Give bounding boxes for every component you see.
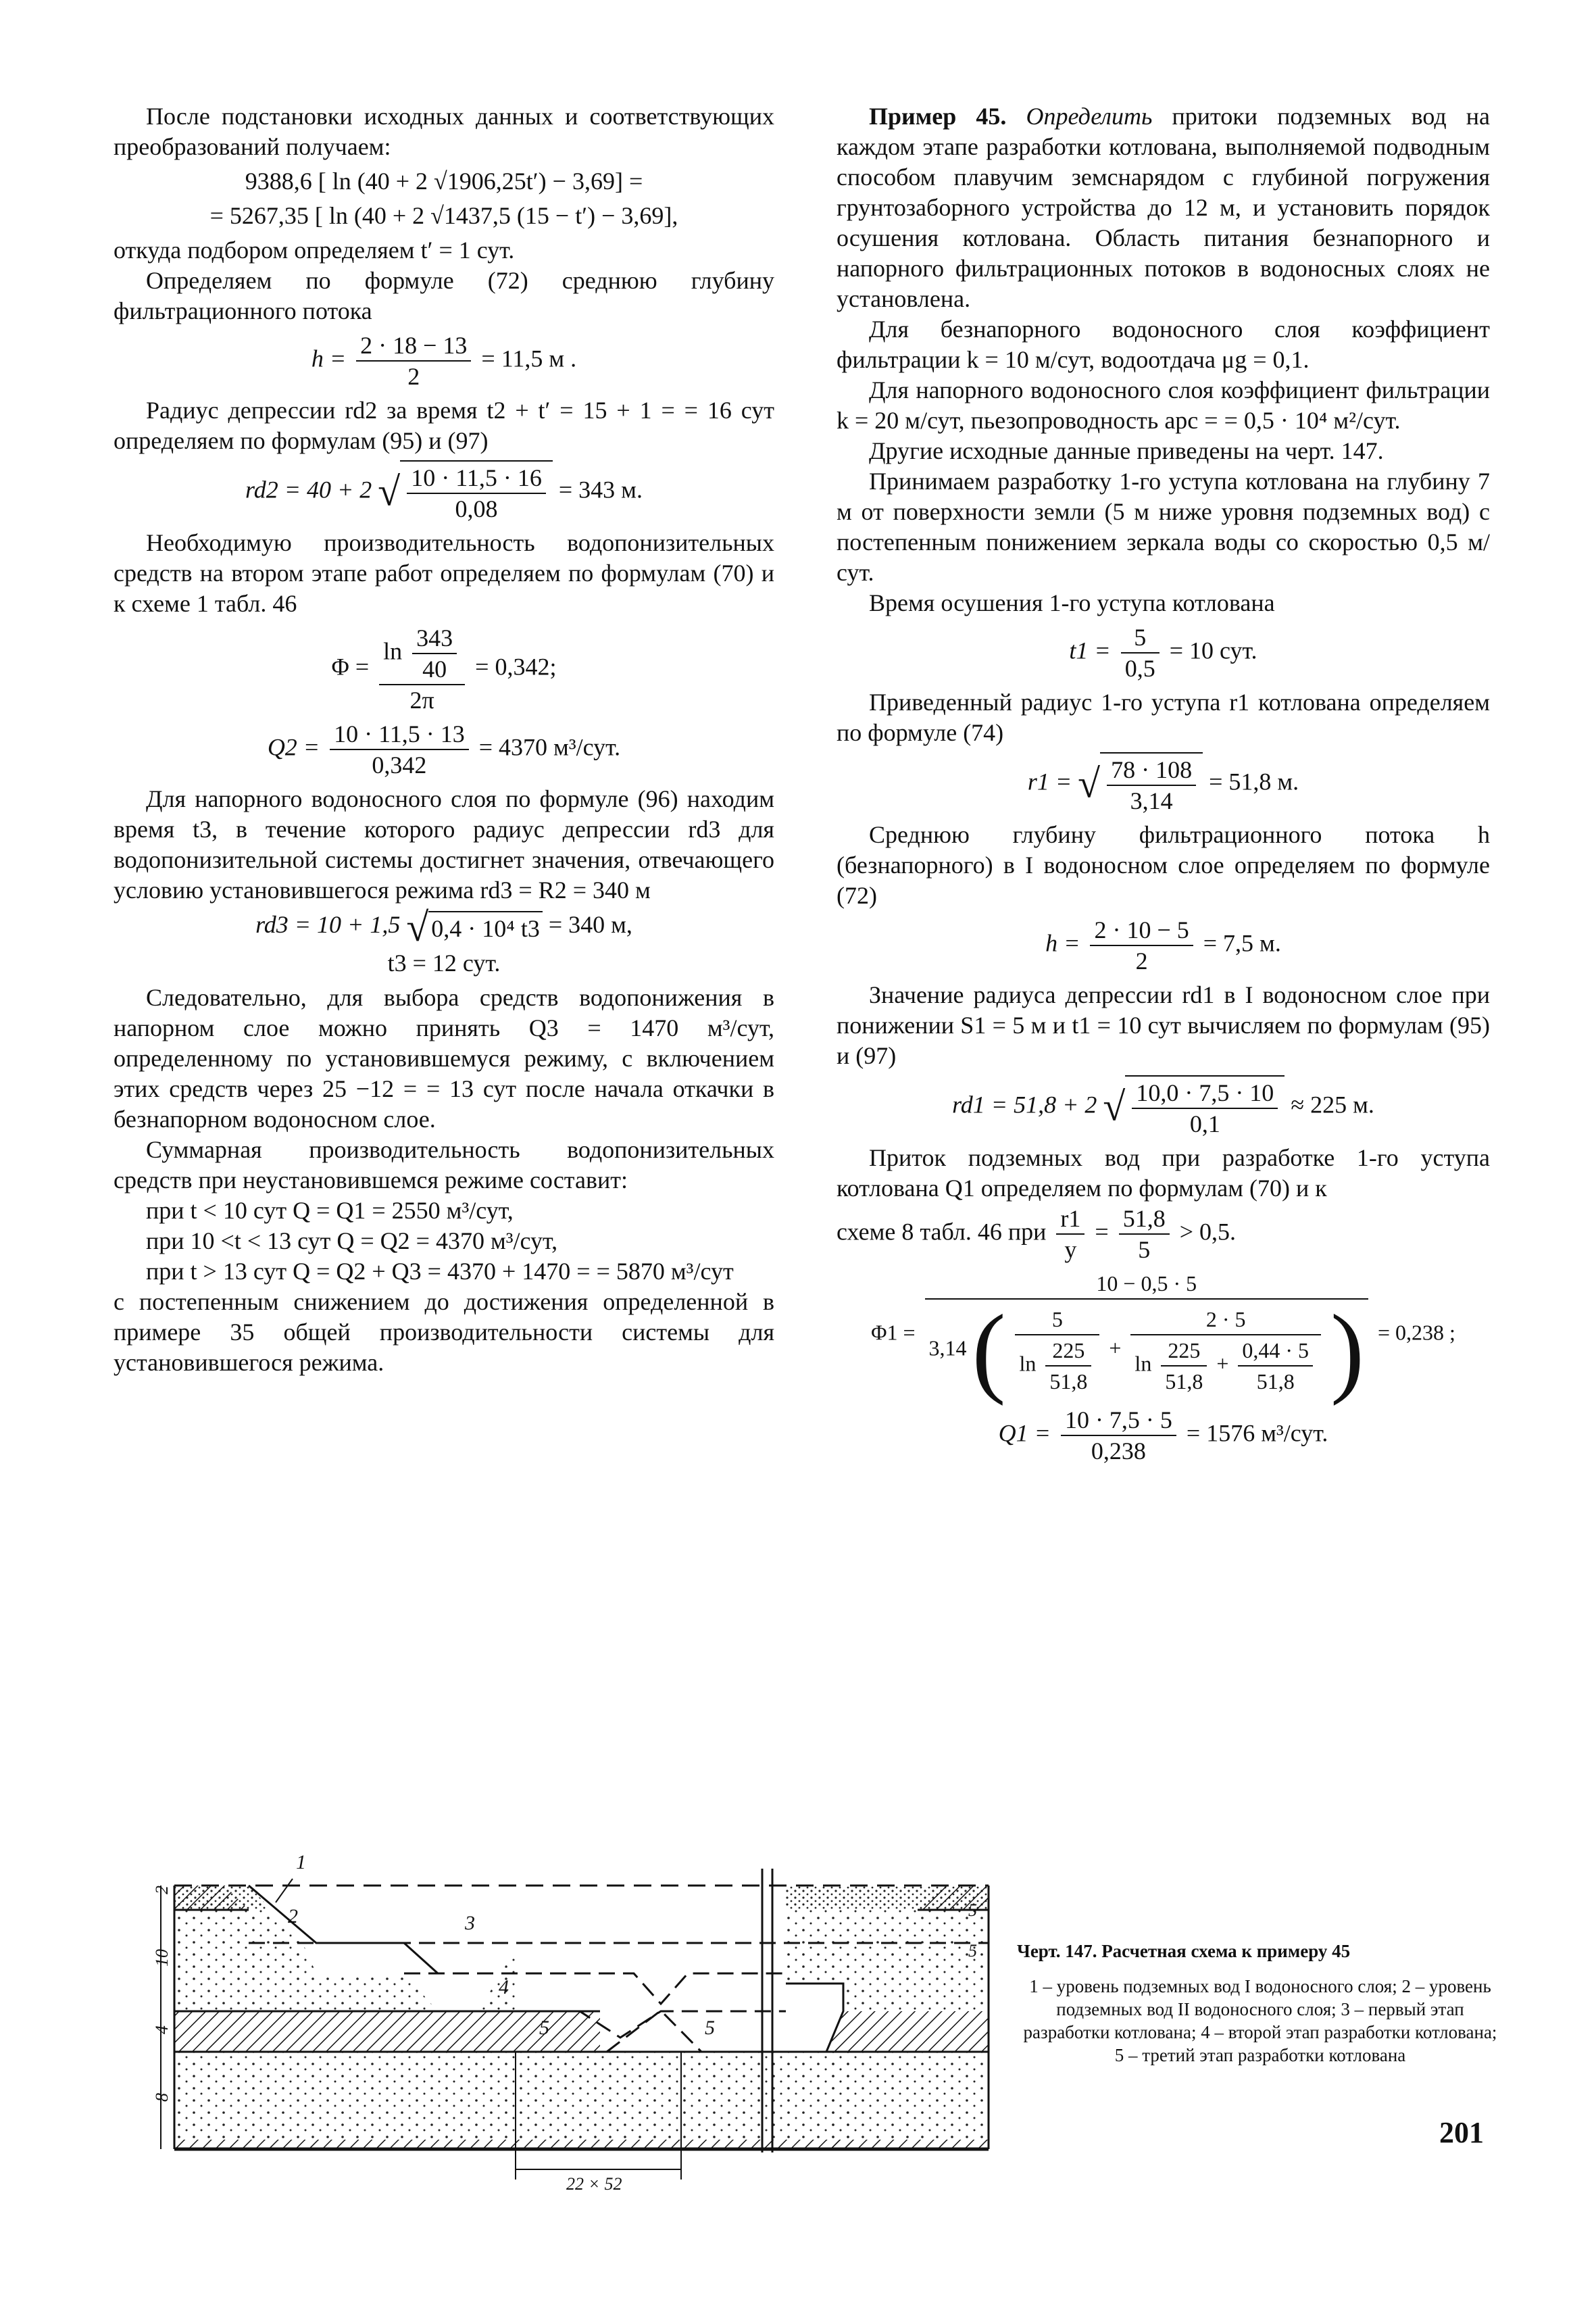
paragraph: После подстановки исходных данных и соответствующих преобразований получаем: xyxy=(114,103,774,160)
figure-label: 2 xyxy=(288,1905,298,1927)
figure-label: 4 xyxy=(499,1976,509,1998)
fraction xyxy=(1161,1335,1207,1396)
sand-layer-2 xyxy=(174,2052,850,2140)
eq-text: r1 = xyxy=(1027,768,1072,795)
dimension-label: 5 xyxy=(968,1941,977,1961)
numerator: 10 · 7,5 · 5 xyxy=(1061,1405,1176,1436)
eq-text: = 0,342; xyxy=(475,653,557,681)
figure-label: 5 xyxy=(539,2017,549,2039)
fraction xyxy=(1061,1405,1176,1466)
left-column xyxy=(114,101,774,1378)
denominator: 51,8 xyxy=(1165,1369,1203,1394)
denominator: 2 xyxy=(407,363,420,390)
numerator: 225 xyxy=(1161,1335,1207,1367)
example-task: Определить xyxy=(1026,103,1153,130)
numerator: 10 − 0,5 · 5 xyxy=(925,1269,1368,1300)
equation-rd1 xyxy=(837,1075,1490,1139)
eq-text: = xyxy=(1095,1218,1109,1246)
numerator: 343 xyxy=(412,623,457,654)
numerator: 10 · 11,5 · 16 xyxy=(407,463,546,494)
fraction xyxy=(1121,622,1159,683)
caption-title: Черт. 147. Расчетная схема к примеру 45 xyxy=(1017,1941,1351,1961)
denominator xyxy=(1130,1335,1321,1396)
square-root xyxy=(1103,1075,1285,1139)
denominator: 2 xyxy=(1135,947,1148,975)
denominator: 51,8 xyxy=(1256,1369,1295,1394)
eq-text: 3,14 xyxy=(928,1335,967,1360)
eq-text: = 0,238 ; xyxy=(1377,1320,1455,1345)
page-number: 201 xyxy=(1439,2116,1484,2149)
eq-text: = 343 м. xyxy=(558,476,643,503)
eq-text: rd2 = 40 + 2 xyxy=(245,476,372,503)
paragraph: откуда подбором определяем t′ = 1 сут. xyxy=(114,237,515,264)
eq-text: схеме 8 табл. 46 при xyxy=(837,1218,1047,1246)
paragraph xyxy=(837,1204,1490,1264)
numerator: 0,44 · 5 xyxy=(1238,1335,1313,1367)
sand-layer-1 xyxy=(786,1910,989,2011)
numerator: 2 · 10 − 5 xyxy=(1090,915,1193,946)
fraction xyxy=(1238,1335,1313,1396)
eq-text: rd1 = 51,8 + 2 xyxy=(952,1091,1097,1118)
square-root xyxy=(378,460,553,524)
equation-rd2 xyxy=(114,460,774,524)
clay-layer xyxy=(174,2011,600,2052)
caption-text: 1 – уровень подземных вод I водоносного слоя; 2 – уровень подземных вод II водоносного слоя; 3 – первый этап разработки котлована; 4 – второй этап разработки котлована; 5 – третий этап разработки котлована xyxy=(1023,1976,1497,2065)
sand-layer-2 xyxy=(826,2052,989,2140)
list-item: при t > 13 сут Q = Q2 + Q3 = 4370 + 1470 = = 5870 м³/сут xyxy=(146,1257,734,1285)
paragraph: Значение радиуса депрессии rd1 в I водоносном слое при понижении S1 = 5 м и t1 = 10 сут вычисляем по формулам (95) и (97) xyxy=(837,981,1490,1069)
figure-label: 5 xyxy=(705,2017,715,2039)
square-root xyxy=(1078,752,1203,816)
cross-section-figure xyxy=(152,1842,999,2220)
fraction xyxy=(1119,1204,1170,1264)
eq-text: h = xyxy=(1045,929,1080,957)
denominator xyxy=(925,1294,1368,1406)
eq-text: Φ = xyxy=(331,653,370,681)
eq-text: = 11,5 м . xyxy=(481,345,577,372)
paragraph: Определяем по формуле (72) среднюю глубину фильтрационного потока xyxy=(114,267,774,324)
fraction xyxy=(925,1269,1368,1406)
radicand xyxy=(400,460,553,524)
paragraph: Необходимую производительность водопонизительных средств на втором этапе работ определяем по формулам (70) и к схеме 1 табл. 46 xyxy=(114,529,774,617)
numerator: 2 · 18 − 13 xyxy=(356,330,471,362)
fraction xyxy=(1107,755,1196,816)
eq-text: ln xyxy=(383,637,403,665)
paragraph: Приток подземных вод при разработке 1-го уступа котлована Q1 определяем по формулам (70) и к xyxy=(837,1144,1490,1202)
paragraph: Для напорного водоносного слоя по формуле (96) находим время t3, в течение которого радиус депрессии rd3 для водопонизительной системы достигнет значения, отвечающего условию установившегося режима rd3 = R2 = 340 м xyxy=(114,785,774,904)
eq-text: ln xyxy=(1134,1351,1152,1376)
denominator: 40 xyxy=(422,656,447,683)
eq-text: + xyxy=(1216,1351,1229,1376)
dimension-label: 8 xyxy=(152,2093,172,2102)
radicand: 0,4 · 10⁴ t3 xyxy=(428,911,543,944)
eq-text: = 10 сут. xyxy=(1169,637,1257,664)
equation-r1 xyxy=(837,752,1490,816)
figure-caption xyxy=(1017,1940,1503,2067)
left-paren: ( xyxy=(972,1294,1006,1406)
radicand xyxy=(1100,752,1203,816)
radical-sign: √ xyxy=(1078,761,1101,806)
denominator xyxy=(1015,1335,1099,1396)
eq-text: Q1 = xyxy=(998,1419,1051,1447)
eq-text: Φ1 = xyxy=(871,1320,916,1345)
square-root xyxy=(406,904,542,950)
fraction xyxy=(1090,915,1193,976)
paragraph: Для напорного водоносного слоя коэффициент фильтрации k = 20 м/сут, пьезопроводность apc = = 0,5 · 10⁴ м²/сут. xyxy=(837,376,1490,434)
numerator: 5 xyxy=(1015,1304,1099,1335)
example-label: Пример 45. xyxy=(869,103,1007,130)
denominator: 3,14 xyxy=(1130,787,1173,814)
equation-q2 xyxy=(114,719,774,780)
equation-t1 xyxy=(837,622,1490,683)
eq-text: = 51,8 м. xyxy=(1209,768,1299,795)
eq-text: = 7,5 м. xyxy=(1203,929,1281,957)
eq-text: = 1576 м³/сут. xyxy=(1186,1419,1328,1447)
eq-text: = 4370 м³/сут. xyxy=(478,733,621,761)
equation-q1 xyxy=(837,1405,1490,1466)
numerator: 10 · 11,5 · 13 xyxy=(330,719,469,750)
fraction xyxy=(379,623,465,715)
paragraph: Среднюю глубину фильтрационного потока h (безнапорного) в I водоносном слое определяем по формуле (72) xyxy=(837,821,1490,909)
figure-label: 3 xyxy=(465,1912,475,1934)
equation-h xyxy=(837,915,1490,976)
fraction xyxy=(330,719,469,780)
equation-phi xyxy=(114,623,774,715)
list-item: при 10 <t < 13 сут Q = Q2 = 4370 м³/сут, xyxy=(146,1227,558,1254)
clay-layer xyxy=(826,2011,989,2052)
fraction xyxy=(407,463,546,524)
numerator: 5 xyxy=(1121,622,1159,654)
list-item: при t < 10 сут Q = Q1 = 2550 м³/сут, xyxy=(146,1196,514,1224)
paragraph-text: притоки подземных вод на каждом этапе разработки котлована, выполняемой подводным способом плавучим земснарядом с глубиной погружения грунтозаборного устройства до 12 м, и установить порядок осушения котлована. Область питания безнапорного и напорного фильтрационных потоков в водоносных слоях не установлена. xyxy=(837,103,1490,312)
equation-line: 9388,6 [ ln (40 + 2 √1906,25t′) − 3,69] = xyxy=(245,168,643,195)
denominator: 0,342 xyxy=(372,752,427,779)
denominator: 0,08 xyxy=(455,495,498,522)
dimension-label: 5 xyxy=(968,1900,977,1920)
eq-text: = 340 м, xyxy=(548,911,632,938)
excavation-stage-3-bottom xyxy=(607,2011,701,2052)
dimension-label: 22 × 52 xyxy=(566,2174,622,2194)
eq-text: ≈ 225 м. xyxy=(1291,1091,1374,1118)
equation-t3: t3 = 12 сут. xyxy=(387,949,501,977)
fraction xyxy=(1015,1304,1099,1396)
denominator: 0,1 xyxy=(1189,1110,1220,1137)
equation-h xyxy=(114,330,774,391)
paragraph: Суммарная производительность водопонизительных средств при неустановившемся режиме составит: xyxy=(114,1135,774,1193)
dimension-label: 10 xyxy=(152,1949,172,1967)
paragraph: Радиус депрессии rd2 за время t2 + t′ = 15 + 1 = = 16 сут определяем по формулам (95) и (97) xyxy=(114,397,774,454)
denominator: 2π xyxy=(409,687,434,714)
fraction xyxy=(356,330,471,391)
numerator: 51,8 xyxy=(1119,1204,1170,1235)
fraction xyxy=(1132,1078,1278,1139)
radical-sign: √ xyxy=(406,904,429,950)
numerator: 2 · 5 xyxy=(1130,1304,1321,1335)
denominator: 5 xyxy=(1138,1236,1151,1263)
eq-text: rd3 = 10 + 1,5 xyxy=(255,911,401,938)
numerator xyxy=(379,623,465,685)
right-paren: ) xyxy=(1330,1294,1364,1406)
paragraph: с постепенным снижением до достижения определенной в примере 35 общей производительности системы для установившегося режима. xyxy=(114,1287,774,1376)
paragraph: Для безнапорного водоносного слоя коэффициент фильтрации k = 10 м/сут, водоотдача μg = 0,1. xyxy=(837,316,1490,373)
paragraph: Время осушения 1-го уступа котлована xyxy=(869,589,1275,616)
numerator: r1 xyxy=(1056,1204,1084,1235)
denominator: 51,8 xyxy=(1049,1369,1088,1394)
paragraph: Следовательно, для выбора средств водопонижения в напорном слое можно принять Q3 = 1470 м³/сут, определенному по установившемуся режиму, с включением этих средств через 25 −12 = = 13 сут после начала откачки в безнапорном водоносном слое. xyxy=(114,983,774,1133)
equation-phi1 xyxy=(837,1269,1490,1406)
fraction xyxy=(1130,1304,1321,1396)
fraction xyxy=(1045,1335,1091,1396)
radical-sign: √ xyxy=(378,469,401,514)
eq-text: ln xyxy=(1019,1351,1037,1376)
denominator: y xyxy=(1064,1236,1077,1263)
right-column xyxy=(837,101,1490,1470)
numerator: 10,0 · 7,5 · 10 xyxy=(1132,1078,1278,1109)
fraction xyxy=(412,623,457,684)
fraction xyxy=(1056,1204,1084,1264)
paragraph: Приведенный радиус 1-го уступа r1 котлована определяем по формуле (74) xyxy=(837,689,1490,746)
figure-label: 1 xyxy=(296,1851,306,1873)
numerator: 78 · 108 xyxy=(1107,755,1196,786)
eq-text: > 0,5. xyxy=(1179,1218,1237,1246)
radicand xyxy=(1125,1075,1285,1139)
eq-text: Q2 = xyxy=(267,733,320,761)
dimension-label: 2 xyxy=(152,1886,172,1894)
equation-rd3 xyxy=(114,904,774,950)
denominator: 0,5 xyxy=(1124,655,1155,682)
numerator: 225 xyxy=(1045,1335,1091,1367)
radical-sign: √ xyxy=(1103,1084,1126,1129)
paragraph: Принимаем разработку 1-го уступа котлована на глубину 7 м от поверхности земли (5 м ниже уровня подземных вод) с постепенным понижением зеркала воды со скоростью 0,5 м/сут. xyxy=(837,468,1490,586)
eq-text: h = xyxy=(311,345,347,372)
paragraph: Другие исходные данные приведены на черт. 147. xyxy=(869,437,1384,464)
equation-line: = 5267,35 [ ln (40 + 2 √1437,5 (15 − t′) − 3,69], xyxy=(209,202,678,229)
denominator: 0,238 xyxy=(1091,1437,1146,1464)
paragraph xyxy=(837,101,1490,314)
eq-text: t1 = xyxy=(1069,637,1111,664)
dimension-label: 4 xyxy=(152,2025,172,2034)
eq-text: + xyxy=(1109,1335,1122,1360)
